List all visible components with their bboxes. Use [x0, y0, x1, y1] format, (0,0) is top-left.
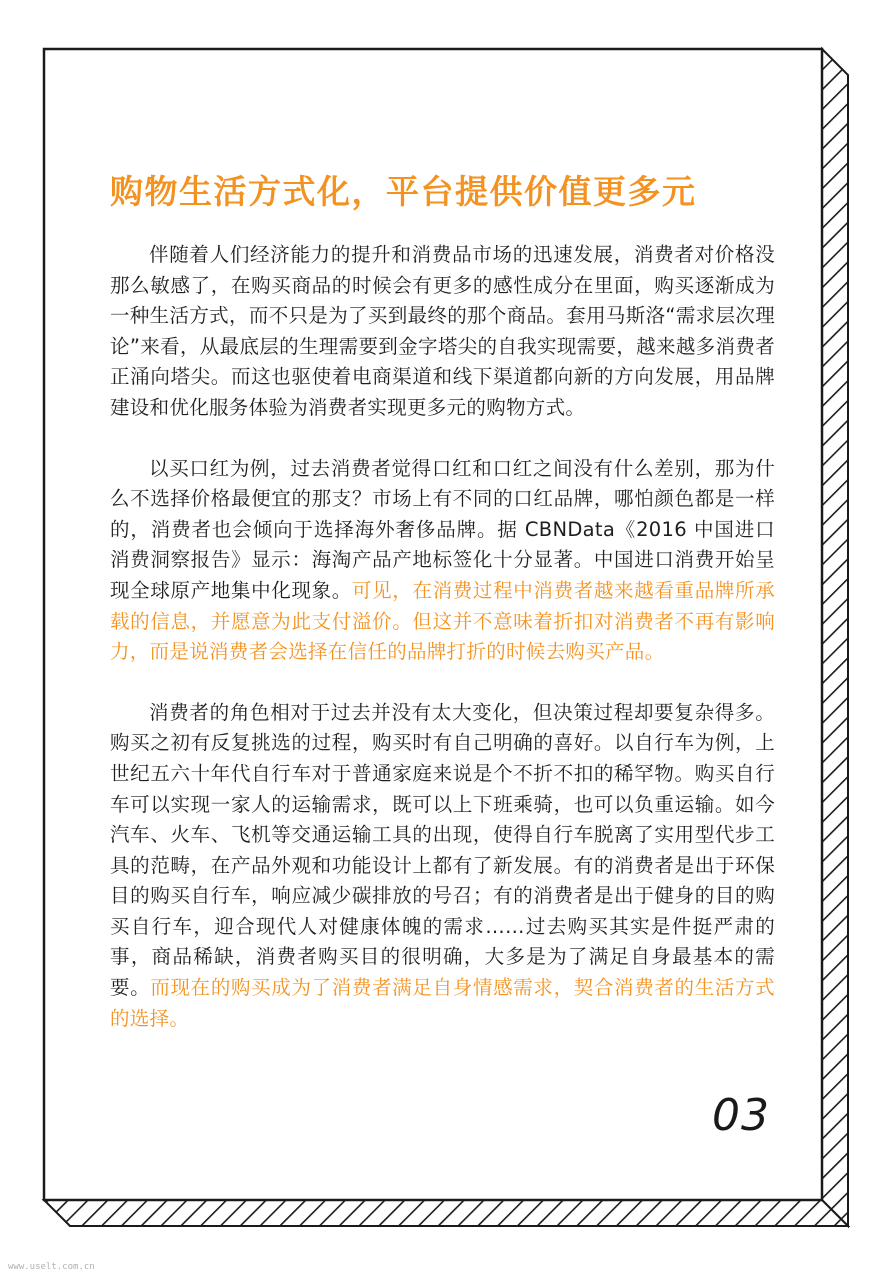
paragraph-text: 伴随着人们经济能力的提升和消费品市场的迅速发展，消费者对价格没那么敏感了，在购买商品的时候会有更多的感性成分在里面，购买逐渐成为一种生活方式，而不只是为了买到最终的那个商品。套用马斯洛“需求层次理论”来看，从最底层的生理需要到金字塔尖的自我实现需要，越来越多消费者正涌向塔尖。而这也驱使着电商渠道和线下渠道都向新的方向发展，用品牌建设和优化服务体验为消费者实现更多元的购物方式。 — [110, 243, 775, 419]
section-title: 购物生活方式化，平台提供价值更多元 — [110, 172, 697, 211]
highlighted-text: 可见，在消费过程中消费者越来越看重品牌所承载的信息，并愿意为此支付溢价。但这并不意味着折扣对消费者不再有影响力，而是说消费者会选择在信任的品牌打折的时候去购买产品。 — [110, 578, 775, 664]
paragraph-text: 以买口红为例，过去消费者觉得口红和口红之间没有什么差别，那为什么不选择价格最便宜的那支？市场上有不同的口红品牌，哪怕颜色都是一样的，消费者也会倾向于选择海外奢侈品牌。据 CBNData《2016 中国进口消费洞察报告》显示：海淘产品产地标签化十分显著。中国进口消费开始呈现全球原产地集中化现象。 — [110, 456, 775, 602]
watermark-text: www.uselt.com.cn — [8, 1262, 95, 1272]
article-body — [110, 240, 775, 1064]
highlighted-text: 而现在的购买成为了消费者满足自身情感需求，契合消费者的生活方式的选择。 — [110, 976, 775, 1030]
page-number: 03 — [712, 1090, 770, 1141]
paragraph-text: 消费者的角色相对于过去并没有太大变化，但决策过程却要复杂得多。购买之初有反复挑选的过程，购买时有自己明确的喜好。以自行车为例，上世纪五六十年代自行车对于普通家庭来说是个不折不扣的稀罕物。购买自行车可以实现一家人的运输需求，既可以上下班乘骑，也可以负重运输。如今汽车、火车、飞机等交通运输工具的出现，使得自行车脱离了实用型代步工具的范畴，在产品外观和功能设计上都有了新发展。有的消费者是出于环保目的购买自行车，响应减少碳排放的号召；有的消费者是出于健身的目的购买自行车，迎合现代人对健康体魄的需求……过去购买其实是件挺严肃的事，商品稀缺，消费者购买目的很明确，大多是为了满足自身最基本的需要。 — [110, 700, 775, 1000]
paragraph — [110, 454, 775, 668]
paragraph — [110, 240, 775, 424]
frame-right-hatch — [822, 49, 848, 1226]
frame-bottom-hatch — [44, 1200, 848, 1226]
paragraph — [110, 698, 775, 1035]
